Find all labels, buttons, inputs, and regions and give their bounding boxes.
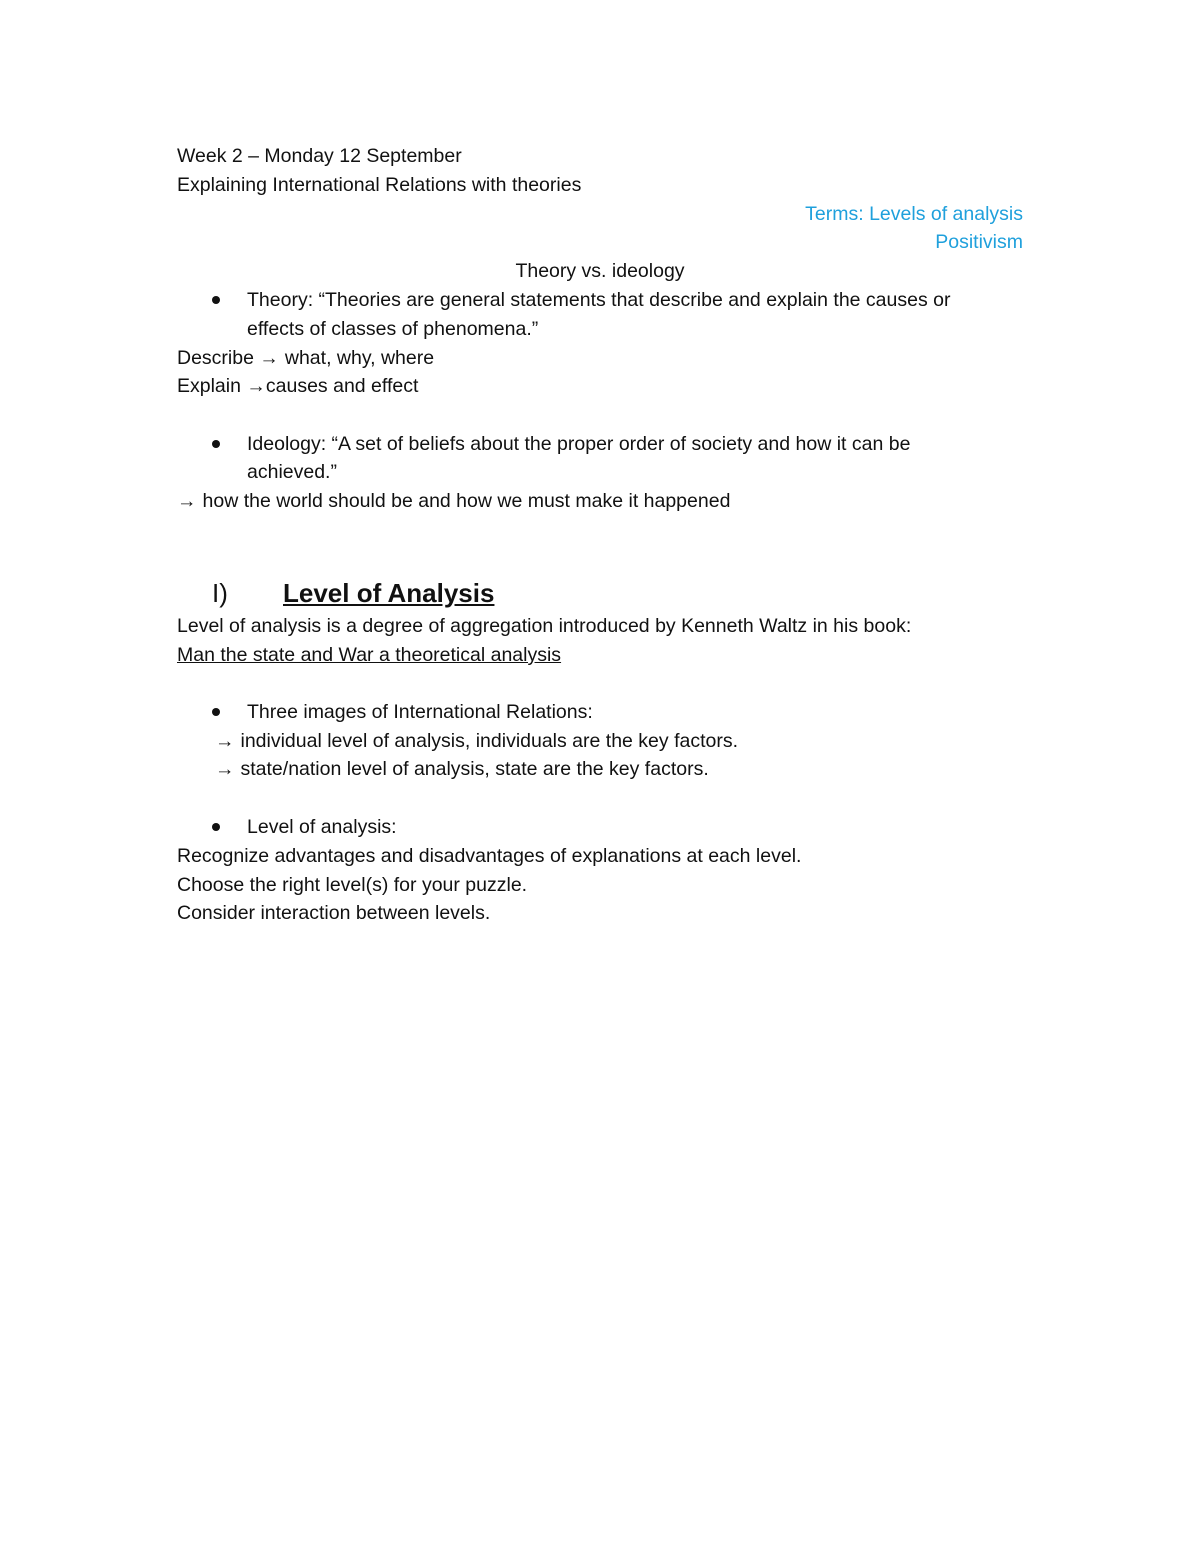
section-heading-level-of-analysis: Level of Analysis: [283, 578, 495, 608]
explain-label: Explain: [177, 375, 241, 397]
bullet-icon: [212, 708, 220, 716]
arrow-icon: →: [246, 375, 266, 397]
arrow-icon: →: [177, 490, 197, 512]
bullet-icon: [212, 823, 220, 831]
levels-intro: Level of analysis is a degree of aggregation introduced by Kenneth Waltz in his book:: [177, 615, 912, 637]
ideology-arrow-line: [177, 489, 730, 513]
image-1-text: individual level of analysis, individuals are the key factors.: [240, 730, 739, 752]
ideology-bullet-line-1: Ideology: “A set of beliefs about the proper order of society and how it can be: [247, 433, 911, 455]
section-number: I): [212, 578, 228, 608]
book-title: Man the state and War a theoretical analysis: [177, 644, 562, 666]
image-1-line: [215, 729, 738, 753]
theory-bullet-line-2: effects of classes of phenomena.”: [247, 318, 539, 340]
images-bullet: Three images of International Relations:: [247, 701, 593, 723]
explain-line: [177, 374, 418, 398]
describe-line: [177, 346, 434, 370]
loa-bullet: Level of analysis:: [247, 816, 397, 838]
describe-label: Describe: [177, 347, 254, 369]
explain-text: causes and effect: [265, 375, 419, 397]
describe-text: what, why, where: [284, 347, 435, 369]
loa-point-3: Consider interaction between levels.: [177, 902, 491, 924]
bullet-icon: [212, 440, 220, 448]
arrow-icon: →: [259, 347, 279, 369]
loa-point-2: Choose the right level(s) for your puzzle.: [177, 874, 528, 896]
subtitle: Explaining International Relations with theories: [177, 174, 582, 196]
section-title-theory: Theory vs. ideology: [515, 260, 685, 282]
date-line: Week 2 – Monday 12 September: [177, 145, 462, 167]
image-2-text: state/nation level of analysis, state are the key factors.: [240, 758, 709, 780]
arrow-icon: →: [215, 758, 235, 780]
loa-point-1: Recognize advantages and disadvantages of explanations at each level.: [177, 845, 802, 867]
ideology-bullet-line-2: achieved.”: [247, 461, 337, 483]
theory-bullet-line-1: Theory: “Theories are general statements that describe and explain the causes or: [247, 289, 951, 311]
bullet-icon: [212, 296, 220, 304]
arrow-icon: →: [215, 730, 235, 752]
terms-line-1: Terms: Levels of analysis: [805, 203, 1023, 225]
ideology-arrow-text: how the world should be and how we must make it happened: [202, 490, 731, 512]
terms-line-2: Positivism: [935, 231, 1023, 253]
image-2-line: [215, 757, 709, 781]
